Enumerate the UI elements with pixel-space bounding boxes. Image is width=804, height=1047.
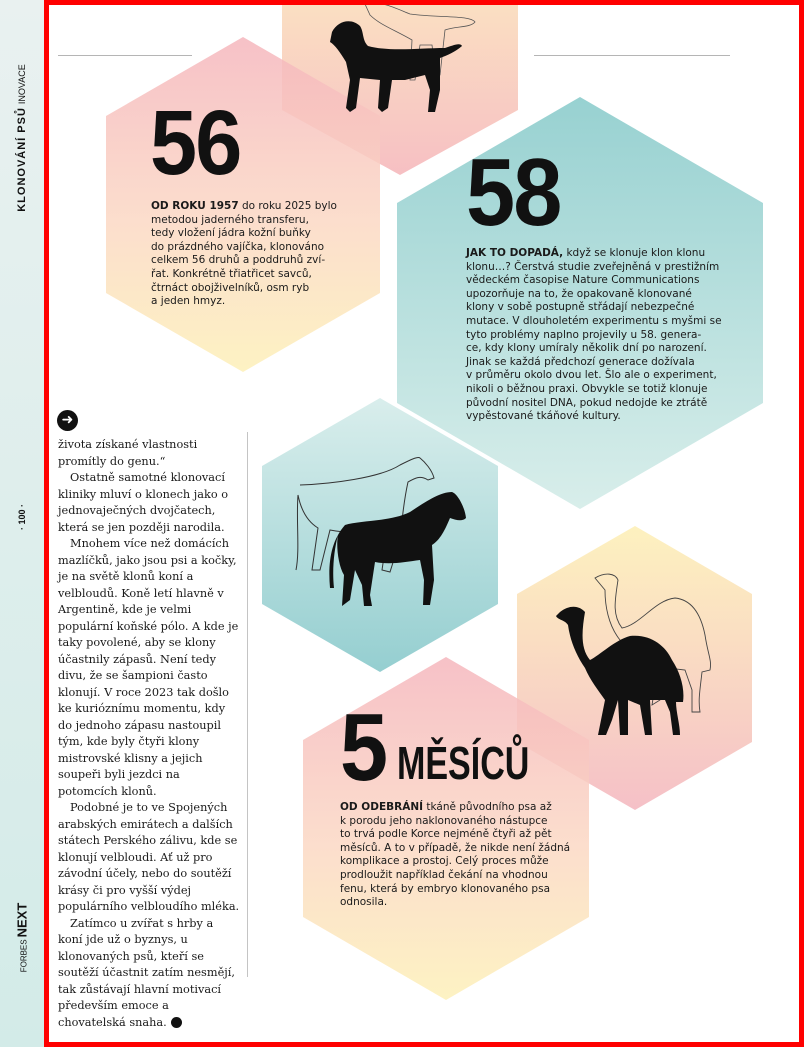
column-divider [247, 432, 248, 977]
stat-5-unit: MĚSÍCŮ [397, 737, 530, 789]
stat-56-number: 56 [150, 92, 241, 194]
stat-58-lead: JAK TO DOPADÁ, [466, 247, 564, 259]
section-label: KLONOVÁNÍ PSŮ [16, 107, 28, 212]
article-paragraph-last: Zatímco u zvířat s hrby a koní jde už o byznys, u klonovaných psů, kteří se soutěží účastnit zatím nesmějí, tak zůstávají hlavní motivací především emoce a chovatelská snaha. N [58, 916, 235, 1029]
stat-58-number: 58 [466, 139, 561, 246]
article-paragraph: Mnohem více než domácích mazlíčků, jako jsou psi a kočky, je na světě klonů koní a velbloudů. Koně letí hlavně v Argentině, kde je velmi populární koňské pólo. A kde je taky povolené, aby se klony účastnily zápasů. Není tedy divu, že se šampioni často klonují. V roce 2023 tak došlo ke kurióznímu momentu, kdy do jednoho zápasu nastoupil tým, kde byly čtyři klony mistrovské klisny a jejich soupeři byli jezdci na potomcích klonů. [58, 537, 239, 798]
page-number: · 100 · [17, 503, 27, 531]
article-paragraph: života získané vlastnosti promítly do genu.“ [58, 438, 198, 468]
stat-5-text: OD ODEBRÁNÍ tkáně původního psa až k porodu jeho naklonovaného nástupce to trvá podle Korce nejméně čtyři až pět měsíců. A to v případě, že nikde není žádná komplikace a prostoj. Celý proces může prodloužit například čekání na vhodnou fenu, která by embryo klonovaného psa odnosila. [340, 801, 571, 909]
stat-5-number: 5 [340, 694, 389, 801]
section-tag: INOVACE [17, 64, 27, 105]
end-mark-icon: N [171, 1017, 182, 1028]
stat-56-text: OD ROKU 1957 do roku 2025 bylo metodou jaderného transferu, tedy vložení jádra kožní buňky do prázdného vajíčka, klonováno celkem 56 druhů a poddruhů zví- řat. Konkrétně třiatřicet savců, čtrnáct obojživelníků, osm ryb a jeden hmyz. [151, 200, 337, 308]
arrow-right-icon: ➜ [57, 410, 78, 431]
top-rule-left [58, 55, 192, 56]
brand-small: FORBES [19, 939, 29, 973]
article-body [58, 437, 240, 1031]
stat-5-lead: OD ODEBRÁNÍ [340, 801, 424, 813]
article-paragraph: Ostatně samotné klonovací kliniky mluví o klonech jako o jednovaječných dvojčatech, která se jen později narodila. [58, 471, 229, 534]
top-rule-right [534, 55, 730, 56]
brand-big: NEXT [14, 902, 30, 938]
stat-56-lead: OD ROKU 1957 [151, 200, 239, 212]
article-paragraph: Podobné je to ve Spojených arabských emirátech a dalších státech Perského zálivu, kde se klonují velbloudi. Ať už pro závodní účely, nebo do soutěží krásy či pro vyšší výdej populárního velbloudího mléka. [58, 801, 240, 913]
stat-58-text: JAK TO DOPADÁ, když se klonuje klon klonu klonu…? Čerstvá studie zveřejněná v prestižním vědeckém časopise Nature Communications upozorňuje na to, že opakovaně klonované klony v sobě postupně střádají nebezpečné mutace. V dlouholetém experimentu s myšmi se tyto problémy naplno projevily u 58. genera- ce, kdy klony umíraly několik dní po narození. Jinak se každá předchozí generace dožívala v průměru okolo dvou let. Šlo ale o experiment, nikoli o běžnou praxi. Obvykle se totiž klonuje původní nositel DNA, pokud nedojde ke ztrátě vypěstované tkáňové kultury. [466, 247, 722, 423]
